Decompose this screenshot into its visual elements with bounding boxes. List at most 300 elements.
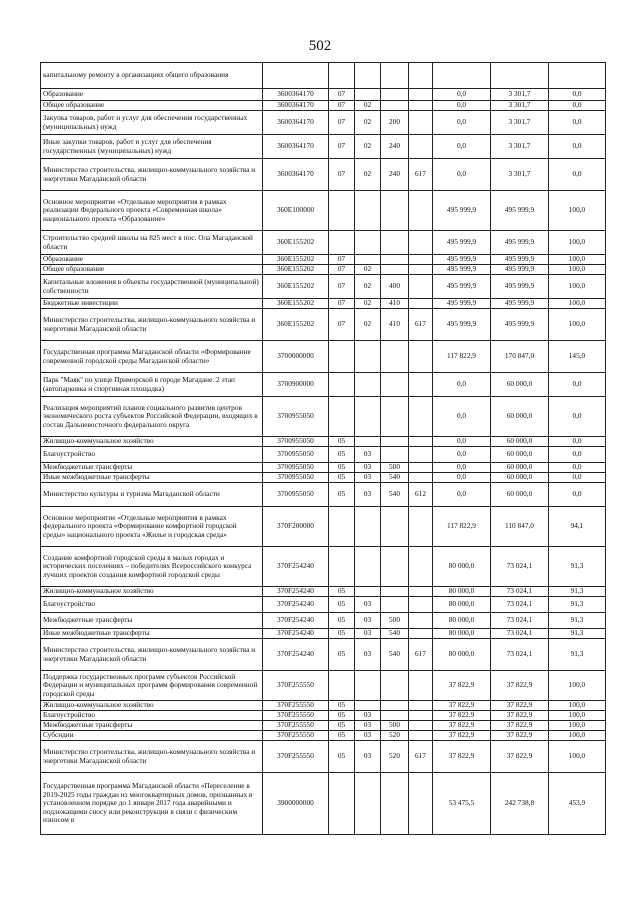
cell-name: Жилищно-коммунальное хозяйство <box>41 587 263 597</box>
cell-v1: 495 999,9 <box>433 299 491 309</box>
cell-grbs <box>409 597 433 613</box>
cell-v1: 495 999,9 <box>433 265 491 275</box>
cell-pr <box>355 587 381 597</box>
cell-grbs <box>409 613 433 629</box>
cell-name: Государственная программа Магаданской области «Переселение в 2019-2025 годы граждан из многоквартирных домов, признанных в установленном порядке до 1 января 2017 года аварийными и подлежащими сносу или реконструкции в связи с физическим износом в <box>41 773 263 835</box>
cell-rz: 05 <box>329 473 355 483</box>
table-row <box>41 309 606 341</box>
cell-v3: 100,0 <box>549 255 606 265</box>
cell-rz: 07 <box>329 111 355 135</box>
cell-pr: 02 <box>355 111 381 135</box>
cell-code: 3700955050 <box>263 397 329 437</box>
cell-pr: 03 <box>355 447 381 463</box>
cell-pr <box>355 191 381 231</box>
cell-pr: 02 <box>355 275 381 299</box>
cell-v3: 0,0 <box>549 135 606 159</box>
cell-name: Межбюджетные трансферты <box>41 721 263 731</box>
cell-v2: 37 822,9 <box>491 711 549 721</box>
cell-v1: 0,0 <box>433 397 491 437</box>
cell-code: 370F254240 <box>263 597 329 613</box>
cell-code: 370F254240 <box>263 629 329 639</box>
cell-v2: 3 301,7 <box>491 111 549 135</box>
cell-code: 370F255550 <box>263 711 329 721</box>
cell-v1: 37 822,9 <box>433 671 491 701</box>
cell-v3: 0,0 <box>549 437 606 447</box>
cell-vr <box>381 373 409 397</box>
cell-code <box>263 63 329 89</box>
cell-code: 370F200000 <box>263 507 329 547</box>
table-row <box>41 159 606 191</box>
cell-rz: 05 <box>329 731 355 741</box>
cell-vr <box>381 773 409 835</box>
table-row <box>41 721 606 731</box>
cell-pr: 03 <box>355 629 381 639</box>
cell-v1: 0,0 <box>433 473 491 483</box>
cell-v2: 60 000,0 <box>491 447 549 463</box>
cell-code: 3700955050 <box>263 447 329 463</box>
cell-v2: 73 024,1 <box>491 629 549 639</box>
cell-grbs: 617 <box>409 159 433 191</box>
cell-vr: 240 <box>381 135 409 159</box>
budget-table <box>40 62 606 835</box>
cell-v3: 100,0 <box>549 701 606 711</box>
cell-code: 3700955050 <box>263 483 329 507</box>
cell-vr <box>381 231 409 255</box>
cell-grbs <box>409 299 433 309</box>
cell-v2: 495 999,9 <box>491 255 549 265</box>
cell-pr: 03 <box>355 483 381 507</box>
cell-vr: 240 <box>381 159 409 191</box>
cell-v3: 453,9 <box>549 773 606 835</box>
cell-v3: 0,0 <box>549 89 606 101</box>
cell-rz: 07 <box>329 135 355 159</box>
cell-pr: 02 <box>355 159 381 191</box>
table-row <box>41 731 606 741</box>
cell-name: Иные закупки товаров, работ и услуг для обеспечения государственных (муниципальных) нужд <box>41 135 263 159</box>
table-row <box>41 255 606 265</box>
cell-v1 <box>433 63 491 89</box>
cell-pr: 02 <box>355 101 381 111</box>
cell-grbs <box>409 547 433 587</box>
cell-name: Образование <box>41 89 263 101</box>
cell-v2: 60 000,0 <box>491 483 549 507</box>
cell-vr <box>381 89 409 101</box>
cell-grbs <box>409 587 433 597</box>
cell-vr <box>381 711 409 721</box>
cell-code: 370F255550 <box>263 721 329 731</box>
cell-rz: 05 <box>329 597 355 613</box>
cell-name: Министерство строительства, жилищно-коммунального хозяйства и энергетики Магаданской области <box>41 741 263 773</box>
cell-v3: 0,0 <box>549 111 606 135</box>
table-row <box>41 373 606 397</box>
cell-grbs <box>409 711 433 721</box>
cell-vr: 410 <box>381 309 409 341</box>
cell-code: 360Е155202 <box>263 265 329 275</box>
cell-v2: 60 000,0 <box>491 473 549 483</box>
cell-grbs <box>409 463 433 473</box>
cell-name: Субсидии <box>41 731 263 741</box>
cell-rz: 05 <box>329 613 355 629</box>
cell-grbs <box>409 701 433 711</box>
cell-name: Закупка товаров, работ и услуг для обеспечения государственных (муниципальных) нужд <box>41 111 263 135</box>
table-row <box>41 275 606 299</box>
cell-v2: 170 847,0 <box>491 341 549 373</box>
cell-v2: 495 999,9 <box>491 231 549 255</box>
cell-vr: 400 <box>381 275 409 299</box>
cell-rz: 05 <box>329 483 355 507</box>
cell-v3: 100,0 <box>549 309 606 341</box>
cell-rz <box>329 231 355 255</box>
cell-code: 360Е155202 <box>263 309 329 341</box>
cell-v1: 0,0 <box>433 159 491 191</box>
cell-pr <box>355 63 381 89</box>
cell-name: Общее образование <box>41 265 263 275</box>
cell-pr <box>355 341 381 373</box>
cell-v2: 495 999,9 <box>491 309 549 341</box>
table-row <box>41 191 606 231</box>
cell-v2: 495 999,9 <box>491 299 549 309</box>
cell-v3: 100,0 <box>549 191 606 231</box>
cell-vr: 200 <box>381 111 409 135</box>
cell-grbs <box>409 275 433 299</box>
cell-code: 3600364170 <box>263 101 329 111</box>
cell-v3: 100,0 <box>549 299 606 309</box>
cell-pr: 02 <box>355 299 381 309</box>
cell-v3: 0,0 <box>549 483 606 507</box>
cell-name: Иные межбюджетные трансферты <box>41 629 263 639</box>
cell-vr: 520 <box>381 731 409 741</box>
cell-name: Основное мероприятие «Отдельные мероприятия в рамках реализации Федерального проекта «Современная школа» национального проекта «Образование» <box>41 191 263 231</box>
cell-vr <box>381 547 409 587</box>
cell-v2: 37 822,9 <box>491 721 549 731</box>
cell-code: 3900000000 <box>263 773 329 835</box>
table-row <box>41 773 606 835</box>
cell-pr: 03 <box>355 597 381 613</box>
cell-v2: 495 999,9 <box>491 191 549 231</box>
cell-v1: 0,0 <box>433 373 491 397</box>
cell-v3: 0,0 <box>549 159 606 191</box>
cell-grbs <box>409 721 433 731</box>
cell-v1: 80 000,0 <box>433 639 491 671</box>
cell-pr: 03 <box>355 639 381 671</box>
cell-v1: 80 000,0 <box>433 547 491 587</box>
table-row <box>41 63 606 89</box>
cell-v1: 80 000,0 <box>433 597 491 613</box>
cell-grbs <box>409 341 433 373</box>
page-number: 502 <box>308 38 332 54</box>
cell-rz <box>329 63 355 89</box>
cell-pr: 03 <box>355 721 381 731</box>
cell-code: 3700000000 <box>263 341 329 373</box>
table-row <box>41 265 606 275</box>
cell-v2: 60 000,0 <box>491 437 549 447</box>
cell-name: Благоустройство <box>41 447 263 463</box>
cell-rz: 07 <box>329 101 355 111</box>
cell-pr: 03 <box>355 473 381 483</box>
cell-v2: 242 738,8 <box>491 773 549 835</box>
cell-name: Общее образование <box>41 101 263 111</box>
cell-v3: 91,3 <box>549 613 606 629</box>
cell-vr: 540 <box>381 639 409 671</box>
cell-code: 3700955050 <box>263 463 329 473</box>
cell-grbs <box>409 473 433 483</box>
cell-name: Образование <box>41 255 263 265</box>
cell-vr <box>381 397 409 437</box>
cell-code: 370F255550 <box>263 741 329 773</box>
cell-rz: 05 <box>329 587 355 597</box>
cell-v2: 73 024,1 <box>491 587 549 597</box>
cell-v3: 0,0 <box>549 447 606 463</box>
cell-v3: 100,0 <box>549 741 606 773</box>
cell-pr: 02 <box>355 309 381 341</box>
cell-vr: 540 <box>381 483 409 507</box>
cell-name: Строительство средней школы на 825 мест в пос. Ола Магаданской области <box>41 231 263 255</box>
table-row <box>41 587 606 597</box>
cell-code: 360Е155202 <box>263 231 329 255</box>
cell-grbs <box>409 265 433 275</box>
cell-code: 370F255550 <box>263 731 329 741</box>
cell-v1: 0,0 <box>433 111 491 135</box>
table-row <box>41 231 606 255</box>
cell-grbs: 617 <box>409 741 433 773</box>
cell-v2: 3 301,7 <box>491 135 549 159</box>
cell-name: Создание комфортной городской среды в малых городах и исторических поселениях – победителях Всероссийского конкурса лучших проектов создания комфортной городской среды <box>41 547 263 587</box>
cell-v3: 0,0 <box>549 397 606 437</box>
cell-code: 3600364170 <box>263 89 329 101</box>
cell-grbs: 617 <box>409 309 433 341</box>
cell-pr <box>355 437 381 447</box>
cell-rz <box>329 373 355 397</box>
cell-name: Жилищно-коммунальное хозяйство <box>41 701 263 711</box>
cell-code: 3600364170 <box>263 111 329 135</box>
table-row <box>41 547 606 587</box>
cell-v2: 110 847,0 <box>491 507 549 547</box>
table-row <box>41 597 606 613</box>
cell-rz: 05 <box>329 437 355 447</box>
cell-v1: 37 822,9 <box>433 701 491 711</box>
cell-rz: 07 <box>329 309 355 341</box>
cell-v3: 100,0 <box>549 265 606 275</box>
cell-rz: 07 <box>329 89 355 101</box>
cell-pr: 03 <box>355 741 381 773</box>
cell-rz <box>329 191 355 231</box>
cell-rz: 05 <box>329 741 355 773</box>
cell-rz <box>329 671 355 701</box>
cell-v3: 145,0 <box>549 341 606 373</box>
cell-rz: 05 <box>329 721 355 731</box>
table-row <box>41 701 606 711</box>
cell-pr <box>355 671 381 701</box>
table-row <box>41 741 606 773</box>
cell-vr <box>381 587 409 597</box>
cell-v3: 100,0 <box>549 731 606 741</box>
cell-pr <box>355 89 381 101</box>
cell-name: Парк "Маяк" по улице Приморской в городе Магадане. 2 этап (автопарковка и спортивная площадка) <box>41 373 263 397</box>
table-row <box>41 437 606 447</box>
cell-pr <box>355 231 381 255</box>
cell-v2: 60 000,0 <box>491 463 549 473</box>
cell-name: Реализация мероприятий планов социального развития центров экономического роста субъектов Российской Федерации, входящих в состав Дальневосточного федерального округа <box>41 397 263 437</box>
table-row <box>41 463 606 473</box>
cell-code: 3600364170 <box>263 159 329 191</box>
cell-v1: 0,0 <box>433 447 491 463</box>
cell-code: 370F254240 <box>263 613 329 629</box>
cell-v2: 73 024,1 <box>491 613 549 629</box>
cell-grbs <box>409 135 433 159</box>
cell-name: Государственная программа Магаданской области «Формирование современной городской среды Магаданской области» <box>41 341 263 373</box>
cell-rz: 07 <box>329 255 355 265</box>
cell-v2 <box>491 63 549 89</box>
table-row <box>41 639 606 671</box>
table-row <box>41 89 606 101</box>
cell-v2: 73 024,1 <box>491 597 549 613</box>
cell-code: 370F254240 <box>263 547 329 587</box>
cell-name: Министерство культуры и туризма Магаданской области <box>41 483 263 507</box>
cell-vr: 500 <box>381 721 409 731</box>
cell-v1: 117 822,9 <box>433 341 491 373</box>
cell-name: Министерство строительства, жилищно-коммунального хозяйства и энергетики Магаданской области <box>41 639 263 671</box>
cell-rz: 05 <box>329 629 355 639</box>
cell-v2: 37 822,9 <box>491 701 549 711</box>
table-row <box>41 299 606 309</box>
cell-v1: 495 999,9 <box>433 191 491 231</box>
cell-grbs <box>409 731 433 741</box>
cell-pr <box>355 255 381 265</box>
cell-v2: 495 999,9 <box>491 275 549 299</box>
cell-v3: 0,0 <box>549 473 606 483</box>
cell-v2: 3 301,7 <box>491 159 549 191</box>
cell-code: 370F254240 <box>263 587 329 597</box>
cell-v1: 37 822,9 <box>433 711 491 721</box>
cell-v1: 80 000,0 <box>433 613 491 629</box>
cell-v3: 91,3 <box>549 587 606 597</box>
cell-code: 360Е155202 <box>263 275 329 299</box>
cell-grbs <box>409 397 433 437</box>
cell-v2: 37 822,9 <box>491 671 549 701</box>
cell-name: Межбюджетные трансферты <box>41 463 263 473</box>
cell-rz: 05 <box>329 463 355 473</box>
cell-v1: 117 822,9 <box>433 507 491 547</box>
cell-v2: 3 301,7 <box>491 89 549 101</box>
table-row <box>41 483 606 507</box>
cell-vr: 540 <box>381 629 409 639</box>
cell-vr: 410 <box>381 299 409 309</box>
cell-name: Межбюджетные трансферты <box>41 613 263 629</box>
cell-vr: 500 <box>381 613 409 629</box>
cell-name: Капитальные вложения в объекты государственной (муниципальной) собственности <box>41 275 263 299</box>
cell-v1: 495 999,9 <box>433 231 491 255</box>
cell-rz: 05 <box>329 701 355 711</box>
cell-vr <box>381 671 409 701</box>
cell-v2: 37 822,9 <box>491 741 549 773</box>
cell-rz <box>329 773 355 835</box>
cell-grbs <box>409 507 433 547</box>
cell-name: Благоустройство <box>41 711 263 721</box>
table-row <box>41 447 606 463</box>
cell-v2: 60 000,0 <box>491 397 549 437</box>
cell-rz: 07 <box>329 275 355 299</box>
cell-v1: 37 822,9 <box>433 721 491 731</box>
cell-v1: 495 999,9 <box>433 309 491 341</box>
cell-v3: 100,0 <box>549 671 606 701</box>
cell-name: Благоустройство <box>41 597 263 613</box>
cell-v1: 0,0 <box>433 437 491 447</box>
table-row <box>41 135 606 159</box>
cell-pr <box>355 773 381 835</box>
cell-v2: 495 999,9 <box>491 265 549 275</box>
cell-v3: 0,0 <box>549 101 606 111</box>
cell-vr <box>381 507 409 547</box>
cell-v3: 100,0 <box>549 721 606 731</box>
cell-grbs <box>409 191 433 231</box>
cell-grbs <box>409 629 433 639</box>
cell-code: 370F255550 <box>263 701 329 711</box>
cell-grbs <box>409 373 433 397</box>
cell-code: 360Е100000 <box>263 191 329 231</box>
cell-v2: 3 301,7 <box>491 101 549 111</box>
cell-name: Жилищно-коммунальное хозяйство <box>41 437 263 447</box>
cell-name: Министерство строительства, жилищно-коммунального хозяйства и энергетики Магаданской области <box>41 159 263 191</box>
cell-name: Иные межбюджетные трансферты <box>41 473 263 483</box>
cell-rz: 05 <box>329 639 355 671</box>
cell-v1: 53 475,5 <box>433 773 491 835</box>
cell-vr <box>381 63 409 89</box>
cell-vr <box>381 437 409 447</box>
cell-code: 370F255550 <box>263 671 329 701</box>
table-row <box>41 507 606 547</box>
cell-grbs <box>409 671 433 701</box>
cell-v3: 91,3 <box>549 629 606 639</box>
cell-rz <box>329 547 355 587</box>
cell-pr: 03 <box>355 731 381 741</box>
cell-grbs <box>409 255 433 265</box>
cell-pr <box>355 397 381 437</box>
table-row <box>41 613 606 629</box>
cell-v1: 0,0 <box>433 135 491 159</box>
cell-pr: 02 <box>355 265 381 275</box>
cell-pr: 03 <box>355 711 381 721</box>
cell-v1: 0,0 <box>433 483 491 507</box>
cell-vr <box>381 341 409 373</box>
cell-code: 360Е155202 <box>263 255 329 265</box>
cell-v3: 100,0 <box>549 275 606 299</box>
cell-code: 360Е155202 <box>263 299 329 309</box>
table-row <box>41 473 606 483</box>
cell-code: 3700955050 <box>263 473 329 483</box>
cell-v1: 495 999,9 <box>433 275 491 299</box>
cell-v1: 0,0 <box>433 89 491 101</box>
cell-v3: 100,0 <box>549 231 606 255</box>
cell-pr <box>355 547 381 587</box>
cell-vr <box>381 191 409 231</box>
cell-rz <box>329 341 355 373</box>
cell-grbs <box>409 773 433 835</box>
cell-v1: 37 822,9 <box>433 731 491 741</box>
cell-v3: 91,3 <box>549 639 606 671</box>
cell-code: 3700900000 <box>263 373 329 397</box>
cell-v3 <box>549 63 606 89</box>
cell-code: 370F254240 <box>263 639 329 671</box>
cell-name: Бюджетные инвестиции <box>41 299 263 309</box>
cell-name: Поддержка государственных программ субъектов Российской Федерации и муниципальных программ формирования современной городской среды <box>41 671 263 701</box>
cell-grbs <box>409 63 433 89</box>
cell-v3: 91,3 <box>549 547 606 587</box>
cell-v3: 100,0 <box>549 711 606 721</box>
cell-vr <box>381 101 409 111</box>
cell-rz: 07 <box>329 159 355 191</box>
cell-v3: 0,0 <box>549 373 606 397</box>
cell-v1: 0,0 <box>433 101 491 111</box>
